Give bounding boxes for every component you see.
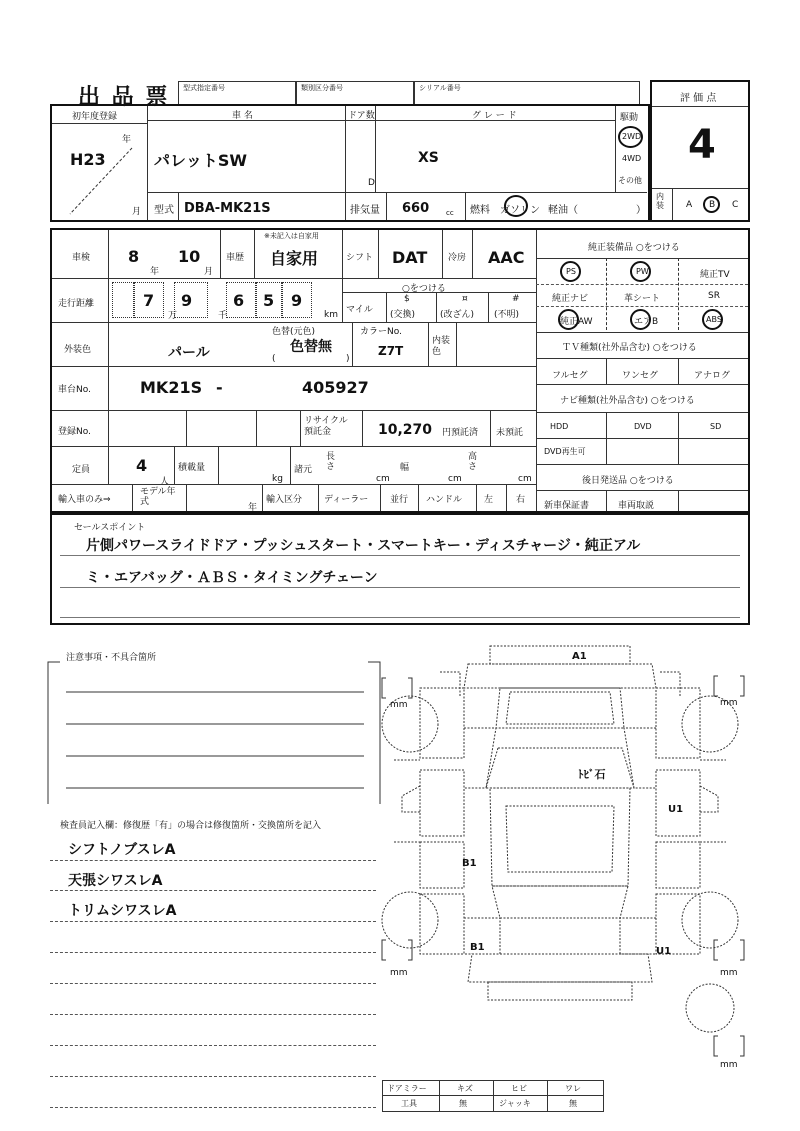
equip-airbag: エアB: [634, 317, 659, 327]
shaken-month: 10: [178, 247, 201, 266]
navi-sd: SD: [710, 422, 722, 431]
parallel-option: 並行: [390, 495, 409, 505]
mileage-digit-5: 9: [291, 291, 303, 310]
circle-note: ○をつける: [402, 284, 446, 294]
drive-2wd: 2WD: [622, 132, 642, 141]
ps-circle: [560, 261, 581, 282]
dealer-option: ディーラー: [324, 495, 369, 505]
history-note: ※未記入は自家用: [264, 232, 319, 240]
legend-table: [382, 1080, 604, 1112]
damage-mark-b1-left: B1: [462, 858, 477, 869]
exchange-option: (交換): [390, 310, 416, 320]
exterior-label: 外装色: [64, 345, 92, 355]
chassis-prefix: MK21S: [140, 378, 203, 397]
car-name: パレットSW: [154, 151, 248, 170]
abs-circle: [702, 309, 723, 330]
displacement-label: 排気量: [350, 205, 380, 216]
first-reg-value: H23: [70, 150, 106, 169]
inspector-label: 検査員記入欄：修復歴「有」の場合は修復箇所・交換箇所を記入: [60, 821, 322, 831]
drive-other: その他: [618, 176, 642, 185]
mileage-digit-box: [226, 282, 256, 318]
vehicle-info-box: [50, 104, 650, 222]
altered-option: (改ざん): [440, 310, 475, 320]
shift-value: DAT: [392, 248, 428, 267]
mileage-digit-1: 7: [143, 291, 155, 310]
year-unit: 年: [122, 135, 132, 145]
grade-point-label: 評 価 点: [680, 93, 717, 104]
inspector-line-2: 天張シワスレA: [68, 873, 163, 889]
equip-ps: PS: [566, 267, 576, 276]
mileage-digit-box: [112, 282, 134, 318]
legend-tools-value: 無: [459, 1099, 467, 1108]
paren-close: ): [346, 354, 350, 364]
serial-label: シリアル番号: [419, 84, 461, 92]
equip-abs: ABS: [706, 315, 722, 324]
mm-unit: mm: [390, 968, 408, 978]
equip-sr: SR: [708, 291, 720, 301]
equip-tv: 純正TV: [700, 270, 730, 280]
damage-mark-b1-rear: B1: [470, 942, 485, 953]
month-unit: 月: [132, 207, 142, 217]
interior-color-label: 内装色: [432, 336, 451, 357]
import-class-label: 輸入区分: [266, 495, 303, 505]
fuel-label: 燃料: [470, 205, 490, 216]
interior-grade-a: A: [686, 200, 693, 210]
recycle-label: リサイクル預託金: [304, 416, 348, 437]
tv-fullseg: フルセグ: [552, 371, 588, 381]
history-value: 自家用: [270, 249, 319, 268]
color-no-label: カラーNo.: [360, 327, 402, 337]
damage-mark-a1: A1: [572, 651, 587, 662]
mileage-digit-box: [256, 282, 282, 318]
mileage-digit-box: [174, 282, 208, 318]
later-label: 後日発送品 ○をつける: [582, 476, 674, 486]
ac-value: AAC: [488, 248, 525, 267]
sen-unit: 千: [218, 311, 228, 321]
person-unit: 人: [160, 477, 170, 487]
kg-unit: kg: [272, 474, 283, 484]
legend-header-break: ワレ: [565, 1084, 581, 1093]
damage-mark-chip: ﾄﾋﾞ石: [578, 768, 606, 781]
navi-dvd-playable: DVD再生可: [544, 447, 586, 456]
equip-leather: 革シート: [624, 294, 661, 304]
first-reg-label: 初年度登録: [72, 112, 118, 122]
grade-value: XS: [418, 150, 439, 166]
shift-label: シフト: [346, 253, 374, 263]
recycle-unpaid: 未預託: [496, 428, 524, 438]
legend-tools: 工具: [401, 1099, 417, 1108]
cm-unit: cm: [376, 474, 390, 484]
drive-2wd-circle: [618, 126, 643, 148]
aw-circle: [558, 309, 579, 330]
color-change-value: 色替無: [290, 339, 332, 355]
legend-header-crack: ヒビ: [511, 1084, 527, 1093]
type-designation-box: [178, 81, 296, 105]
capacity-value: 4: [136, 456, 148, 475]
sym-dollar: $: [404, 294, 410, 304]
fuel-diesel: 軽油（: [548, 205, 578, 216]
left-option: 左: [484, 495, 494, 505]
navi-label: ナビ種類(社外品含む) ○をつける: [560, 396, 695, 406]
mileage-digit-2: 9: [181, 291, 193, 310]
tv-analog: アナログ: [694, 371, 731, 381]
history-label: 車歴: [226, 253, 245, 263]
equip-navi: 純正ナビ: [552, 294, 589, 304]
sym-x: ¤: [462, 294, 468, 304]
ac-label: 冷房: [448, 253, 467, 263]
notes-label: 注意事項・不具合箇所: [66, 653, 157, 663]
interior-grade-c: C: [732, 200, 739, 210]
load-label: 積載量: [178, 463, 206, 473]
drive-4wd: 4WD: [622, 154, 642, 163]
equip-aw: 純正AW: [560, 317, 593, 327]
mm-unit: mm: [720, 698, 738, 708]
legend-header-mirror: ドアミラー: [387, 1084, 427, 1093]
notes-bracket: [46, 656, 382, 806]
mileage-digit-box: [282, 282, 312, 318]
inspection-box: [50, 228, 750, 513]
km-unit: km: [324, 310, 338, 320]
sales-line-2: ミ・エアバッグ・ＡＢＳ・タイミングチェーン: [86, 570, 378, 586]
interior-label: 内装: [656, 192, 664, 210]
door-label: ドア数: [348, 111, 375, 121]
grade-point-value: 4: [688, 122, 716, 168]
chassis-dash: -: [216, 378, 223, 397]
car-name-label: 車 名: [232, 111, 253, 121]
damage-mark-u1-rear: U1: [656, 946, 672, 957]
width-label: 幅: [400, 463, 410, 473]
color-no-value: Z7T: [378, 344, 404, 358]
shaken-year: 8: [128, 247, 140, 266]
mm-unit: mm: [720, 968, 738, 978]
recycle-value: 10,270: [378, 422, 433, 438]
height-label: 高さ: [468, 452, 478, 472]
car-diagram: [380, 636, 760, 1076]
sales-point-label: セールスポイント: [74, 523, 146, 533]
genuine-label: 純正装備品 ○をつける: [588, 243, 680, 253]
mile-option: マイル: [346, 305, 373, 315]
navi-hdd: HDD: [550, 422, 569, 431]
mileage-digit-box: [134, 282, 164, 318]
man-unit: 万: [168, 311, 178, 321]
color-change-label: 色替(元色): [272, 327, 316, 337]
grade-point-box: [650, 80, 750, 222]
later-manual: 車両取説: [618, 501, 655, 511]
cm-unit: cm: [448, 474, 462, 484]
fuel-close: ）: [636, 205, 646, 216]
mileage-digit-3: 6: [233, 291, 245, 310]
tv-oneseg: ワンセグ: [622, 371, 659, 381]
model-year-label: モデル年式: [140, 487, 176, 507]
shaken-year-unit: 年: [150, 267, 160, 277]
right-option: 右: [516, 495, 526, 505]
pw-circle: [630, 261, 651, 282]
shaken-month-unit: 月: [204, 267, 214, 277]
chassis-value: 405927: [302, 378, 369, 397]
chassis-label: 車台No.: [58, 385, 91, 395]
inspector-line-3: トリムシワスレA: [68, 903, 177, 919]
legend-header-scratch: キズ: [457, 1084, 473, 1093]
legend-jack: ジャッキ: [499, 1099, 531, 1108]
later-warranty: 新車保証書: [544, 501, 590, 511]
gasoline-circle: [504, 195, 528, 217]
grade-label: グ レ ー ド: [472, 111, 517, 121]
equip-pw: PW: [636, 267, 649, 276]
recycle-status: 円預託済: [442, 428, 479, 438]
sales-point-box: [50, 513, 750, 625]
shaken-label: 車検: [72, 253, 91, 263]
serial-box: [414, 81, 640, 105]
paren-open: (: [272, 354, 276, 364]
tv-label: ＴＶ種類(社外品含む) ○をつける: [562, 343, 697, 353]
inspector-line-1: シフトノブスレA: [68, 842, 176, 858]
interior-b-circle: [703, 196, 720, 213]
airbag-circle: [630, 309, 651, 330]
unknown-option: (不明): [494, 310, 520, 320]
mm-unit: mm: [720, 1060, 738, 1070]
navi-dvd: DVD: [634, 422, 652, 431]
category-box: [296, 81, 414, 105]
drive-label: 駆動: [620, 113, 639, 123]
type-designation-label: 型式指定番号: [183, 84, 225, 92]
handle-label: ハンドル: [426, 495, 463, 505]
dims-label: 諸元: [294, 465, 313, 475]
cm-unit: cm: [518, 474, 532, 484]
door-unit: D: [368, 178, 375, 188]
sym-hash: #: [512, 294, 520, 304]
model-label: 型式: [154, 205, 174, 216]
page-title: 出 品 票: [78, 85, 170, 110]
import-label: 輸入車のみ⇒: [58, 495, 111, 505]
legend-jack-value: 無: [569, 1099, 577, 1108]
cc-unit: cc: [446, 209, 454, 217]
mileage-digit-4: 5: [263, 291, 275, 310]
diagonal-line: [66, 144, 136, 218]
model-value: DBA-MK21S: [184, 201, 271, 216]
year-unit: 年: [248, 503, 258, 513]
exterior-value: パール: [168, 345, 210, 361]
fuel-gasoline: ガソリン: [500, 205, 540, 216]
damage-mark-u1-right: U1: [668, 804, 684, 815]
mileage-label: 走行距離: [58, 299, 95, 309]
capacity-label: 定員: [72, 465, 91, 475]
sales-line-1: 片側パワースライドドア・プッシュスタート・スマートキー・ディスチャージ・純正アル: [86, 538, 641, 554]
displacement-value: 660: [402, 201, 430, 216]
interior-grade-b: B: [709, 200, 716, 210]
category-label: 類別区分番号: [301, 84, 343, 92]
mm-unit: mm: [390, 700, 408, 710]
reg-no-label: 登録No.: [58, 427, 91, 437]
length-label: 長さ: [326, 452, 336, 472]
